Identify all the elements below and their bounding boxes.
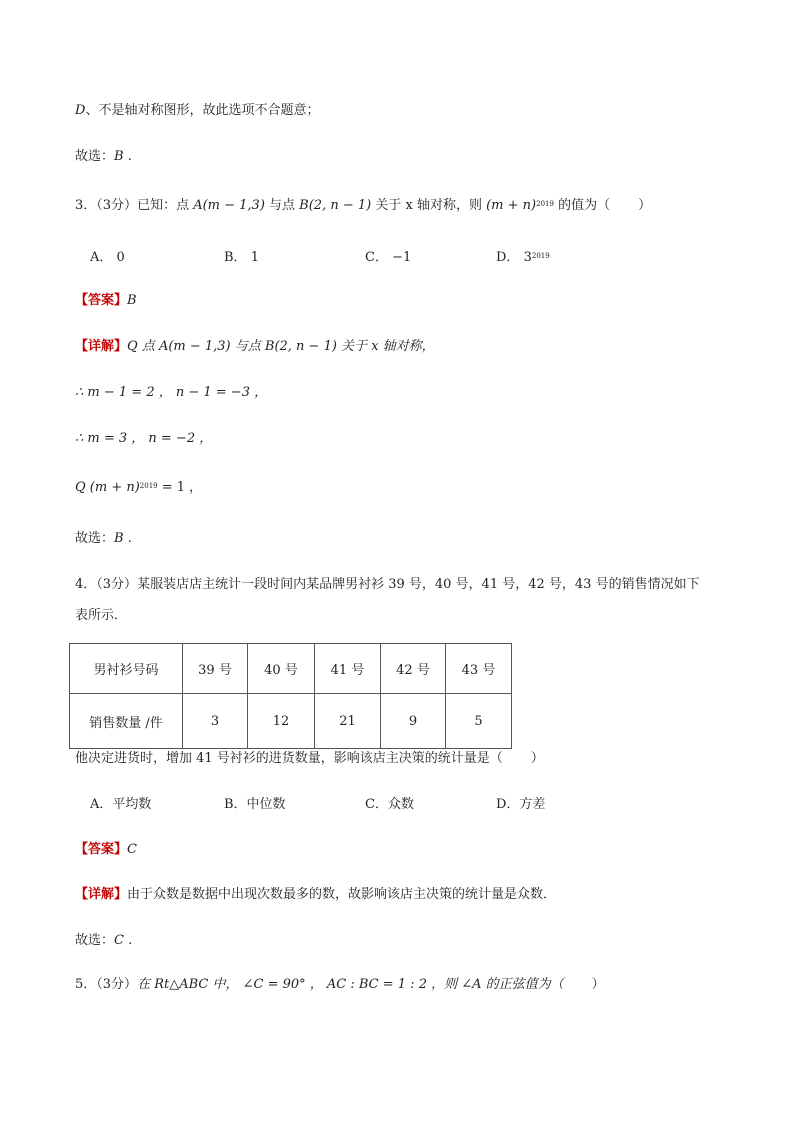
table-header-cell: 40 号 <box>248 644 315 694</box>
q2-option-d-explanation: D、不是轴对称图形，故此选项不合题意； <box>75 103 320 118</box>
q3-option-b: B． 1 <box>224 250 259 265</box>
table-cell: 12 <box>248 694 315 749</box>
table-row <box>70 694 512 749</box>
q3-option-c: C． −1 <box>365 250 412 265</box>
table-cell: 9 <box>381 694 446 749</box>
q4-detail: 【详解】由于众数是数据中出现次数最多的数，故影响该店主决策的统计量是众数． <box>75 887 557 902</box>
table-header-cell: 41 号 <box>315 644 381 694</box>
table-row <box>70 644 512 694</box>
table-cell: 5 <box>446 694 512 749</box>
q3-choose-line: 故选：B . <box>75 531 132 546</box>
q4-question: 他决定进货时，增加 41 号衬衫的进货数量，影响该店主决策的统计量是（ ） <box>75 751 544 766</box>
q3-detail-4: Q $(m + n)^{2019} = 1$ ， <box>75 480 203 495</box>
q4-choose-line: 故选：C . <box>75 933 133 948</box>
q3-answer: 【答案】B <box>75 293 137 308</box>
table-cell: 21 <box>315 694 381 749</box>
q4-option-d: D．方差 <box>496 797 546 812</box>
table-cell: 3 <box>183 694 248 749</box>
q4-size-sales-table <box>69 643 512 749</box>
q2-choose-line: 故选：B . <box>75 149 132 164</box>
q4-option-c: C．众数 <box>365 797 414 812</box>
q4-answer: 【答案】C <box>75 842 137 857</box>
q4-option-a: A．平均数 <box>90 797 152 812</box>
q3-option-d: D． $3^{2019}$ <box>496 250 550 265</box>
q3-detail-1: 【详解】Q 点 A(m − 1,3) 与点 B(2, n − 1) 关于 x 轴对称， <box>75 339 435 354</box>
table-header-cell: 43 号 <box>446 644 512 694</box>
q5-stem: 5．（3分）在 Rt△ABC 中， ∠C = 90° ， AC : BC = 1 : 2 ，则 ∠A 的正弦值为（ ） <box>75 977 605 992</box>
table-header-cell: 男衬衫号码 <box>70 644 183 694</box>
q4-stem-line2: 表所示． <box>75 608 128 623</box>
q3-stem: 3．（3分）已知：点 A(m − 1,3) 与点 B(2, n − 1) 关于 x 轴对称，则 $(m + n)^{2019}$ 的值为（ ） <box>75 198 652 213</box>
table-header-cell: 39 号 <box>183 644 248 694</box>
q3-option-a: A． 0 <box>90 250 125 265</box>
q3-detail-3: ∴ m = 3 ， n = −2 ， <box>75 431 213 446</box>
q4-option-b: B．中位数 <box>224 797 286 812</box>
table-cell: 销售数量 /件 <box>70 694 183 749</box>
table-header-cell: 42 号 <box>381 644 446 694</box>
q4-stem-line1: 4．（3分）某服装店店主统计一段时间内某品牌男衬衫 39 号，40 号，41 号，42 号，43 号的销售情况如下 <box>75 577 700 592</box>
q3-detail-2: ∴ m − 1 = 2 ， n − 1 = −3 ， <box>75 385 268 400</box>
